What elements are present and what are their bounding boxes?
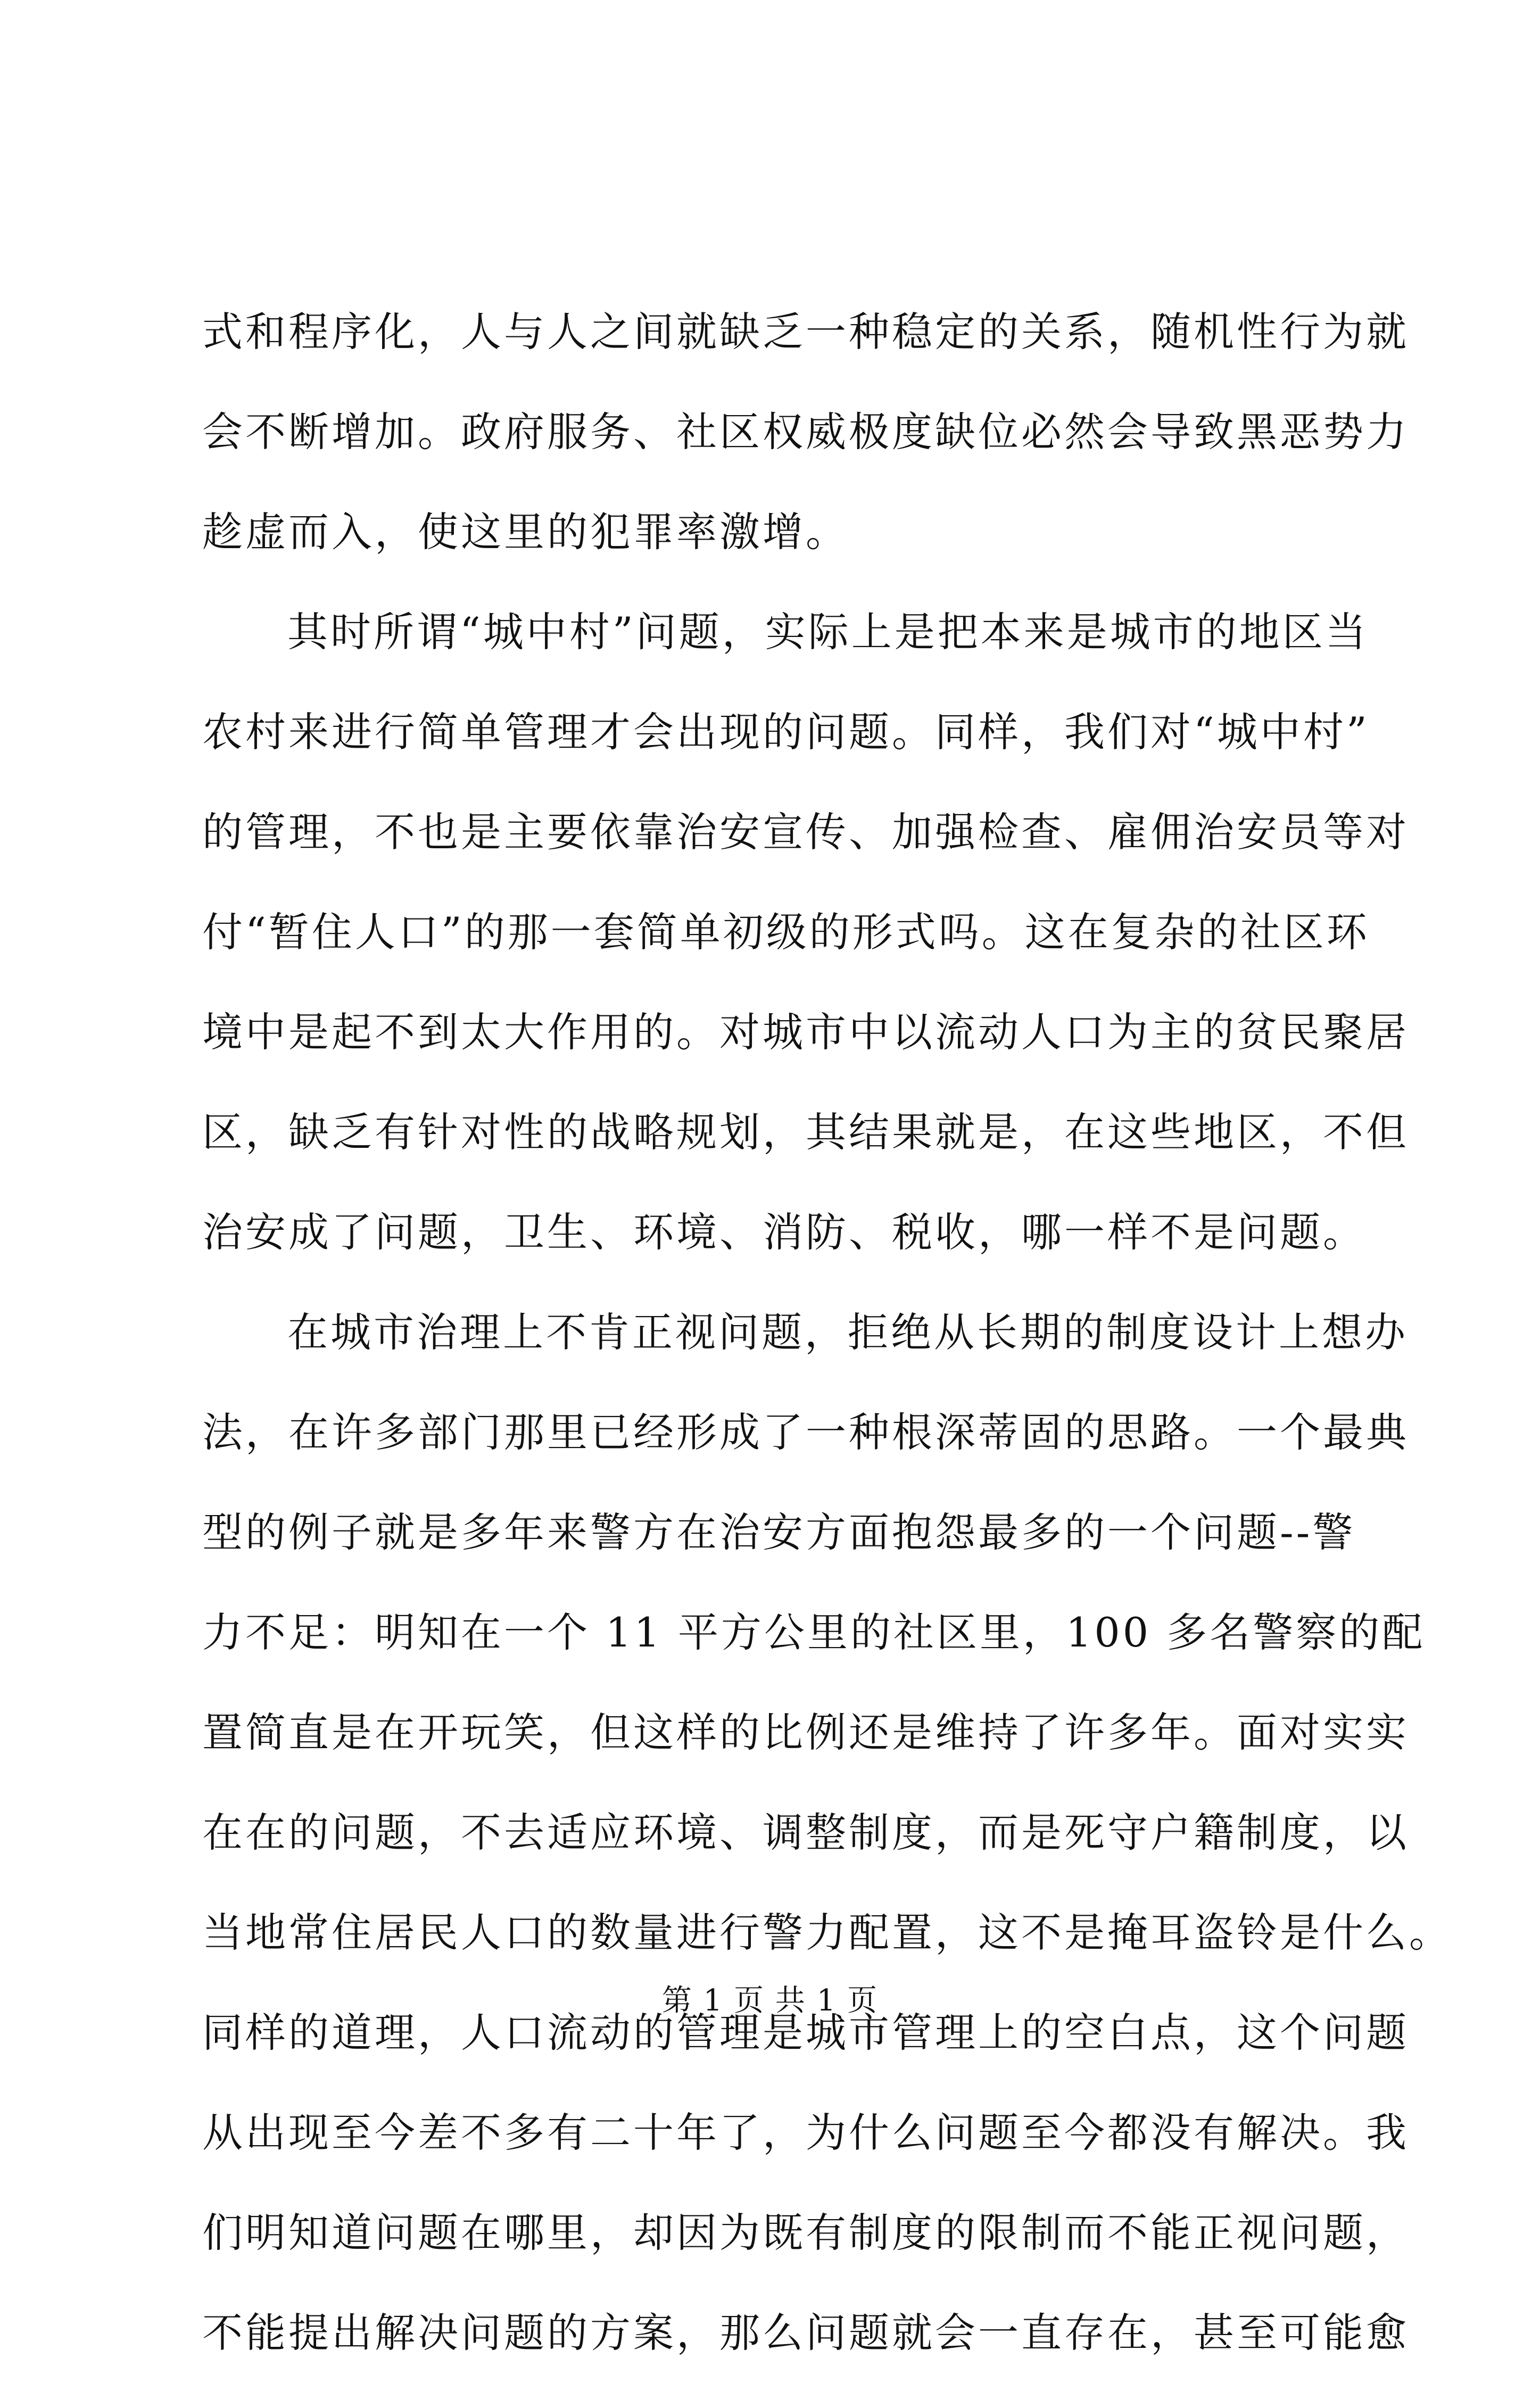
text-line: 的管理，不也是主要依靠治安宣传、加强检查、雇佣治安员等对 [202,808,1409,856]
text-line: 力不足：明知在一个 11 平方公里的社区里，100 多名警察的配 [202,1609,1426,1656]
text-line: 会不断增加。政府服务、社区权威极度缺位必然会导致黑恶势力 [202,408,1409,456]
text-line: 同样的道理，人口流动的管理是城市管理上的空白点，这个问题 [202,2009,1409,2056]
page-number-footer: 第 1 页 共 1 页 [661,1983,879,2018]
paragraph-2 [202,582,1409,1282]
text-line: 在城市治理上不肯正视问题，拒绝从长期的制度设计上想办 [287,1309,1408,1356]
text-line: 趁虚而入，使这里的犯罪率激增。 [202,508,849,556]
text-line: 置简直是在开玩笑，但这样的比例还是维持了许多年。面对实实 [202,1709,1409,1756]
text-line: 法，在许多部门那里已经形成了一种根深蒂固的思路。一个最典 [202,1409,1409,1456]
text-line: 治安成了问题，卫生、环境、消防、税收，哪一样不是问题。 [202,1209,1366,1256]
text-line: 型的例子就是多年来警方在治安方面抱怨最多的一个问题--警 [202,1509,1356,1556]
text-line: 不能提出解决问题的方案，那么问题就会一直存在，甚至可能愈 [202,2309,1409,2356]
paragraph-3 [202,1282,1452,2383]
body-text [202,282,1452,2383]
text-line: 们明知道问题在哪里，却因为既有制度的限制而不能正视问题， [202,2209,1409,2256]
text-line: 境中是起不到太大作用的。对城市中以流动人口为主的贫民聚居 [202,1008,1409,1056]
text-line: 付“暂住人口”的那一套简单初级的形式吗。这在复杂的社区环 [202,908,1370,956]
text-line: 区，缺乏有针对性的战略规划，其结果就是，在这些地区，不但 [202,1108,1409,1156]
text-line: 农村来进行简单管理才会出现的问题。同样，我们对“城中村” [202,708,1370,756]
text-line: 其时所谓“城中村”问题，实际上是把本来是城市的地区当 [287,608,1369,656]
text-line: 在在的问题，不去适应环境、调整制度，而是死守户籍制度，以 [202,1809,1409,1856]
paragraph-1 [202,282,1409,582]
text-line: 当地常住居民人口的数量进行警力配置，这不是掩耳盗铃是什么。 [202,1909,1452,1956]
text-line: 式和程序化，人与人之间就缺乏一种稳定的关系，随机性行为就 [202,308,1409,355]
text-line: 从出现至今差不多有二十年了，为什么问题至今都没有解决。我 [202,2109,1409,2156]
